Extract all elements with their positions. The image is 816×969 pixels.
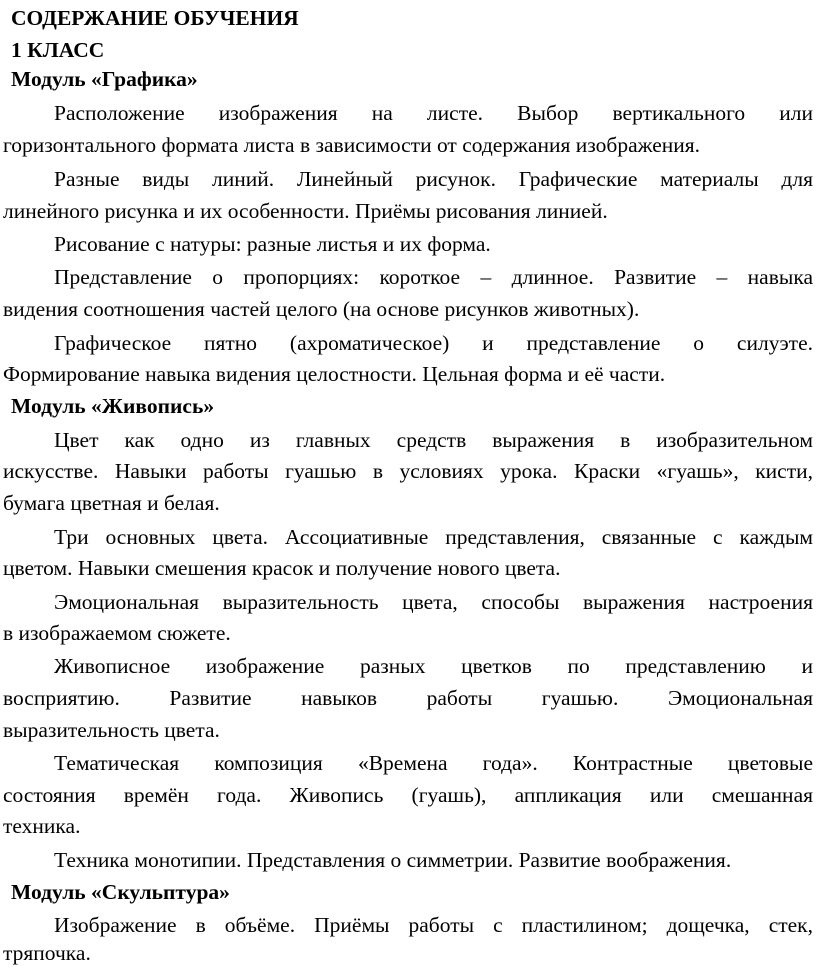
paragraph-line: Живописное изображение разных цветков по представлению и xyxy=(54,654,813,678)
grade-heading: 1 КЛАСС xyxy=(11,38,105,62)
paragraph-line: бумага цветная и белая. xyxy=(3,491,220,515)
paragraph-line: в изображаемом сюжете. xyxy=(3,621,231,645)
module-title-sculpture: Модуль «Скульптура» xyxy=(11,880,230,904)
paragraph-line: Разные виды линий. Линейный рисунок. Графические материалы для xyxy=(54,167,813,191)
paragraph-line: Эмоциональная выразительность цвета, способы выражения настроения xyxy=(54,590,813,614)
paragraph-line: линейного рисунка и их особенности. Приёмы рисования линией. xyxy=(3,199,608,223)
paragraph-line: техника. xyxy=(3,814,81,838)
paragraph-line: цветом. Навыки смешения красок и получение нового цвета. xyxy=(3,556,561,580)
paragraph-line: Три основных цвета. Ассоциативные представления, связанные с каждым xyxy=(54,525,813,549)
paragraph-line: Расположение изображения на листе. Выбор вертикального или xyxy=(54,101,813,125)
paragraph-line: Цвет как одно из главных средств выражения в изобразительном xyxy=(54,428,813,452)
module-title-painting: Модуль «Живопись» xyxy=(11,394,215,418)
paragraph-line: Представление о пропорциях: короткое – длинное. Развитие – навыка xyxy=(54,265,813,289)
paragraph-line: состояния времён года. Живопись (гуашь), аппликация или смешанная xyxy=(3,783,813,807)
document-title: СОДЕРЖАНИЕ ОБУЧЕНИЯ xyxy=(11,6,299,30)
paragraph-line: Формирование навыка видения целостности. Цельная форма и её части. xyxy=(3,362,666,386)
paragraph-line: тряпочка. xyxy=(3,941,91,965)
paragraph-line: искусстве. Навыки работы гуашью в условиях урока. Краски «гуашь», кисти, xyxy=(3,459,813,483)
paragraph-line: Изображение в объёме. Приёмы работы с пластилином; дощечка, стек, xyxy=(54,913,813,937)
paragraph-line: Техника монотипии. Представления о симметрии. Развитие воображения. xyxy=(54,848,732,872)
paragraph-line: Тематическая композиция «Времена года». Контрастные цветовые xyxy=(54,751,813,775)
paragraph-line: Рисование с натуры: разные листья и их форма. xyxy=(54,232,491,256)
paragraph-line: Графическое пятно (ахроматическое) и представление о силуэте. xyxy=(54,331,813,355)
paragraph-line: выразительность цвета. xyxy=(3,718,220,742)
paragraph-line: горизонтального формата листа в зависимости от содержания изображения. xyxy=(3,133,701,157)
paragraph-line: видения соотношения частей целого (на основе рисунков животных). xyxy=(3,297,640,321)
paragraph-line: восприятию. Развитие навыков работы гуашью. Эмоциональная xyxy=(3,686,813,710)
module-title-graphics: Модуль «Графика» xyxy=(11,67,198,91)
